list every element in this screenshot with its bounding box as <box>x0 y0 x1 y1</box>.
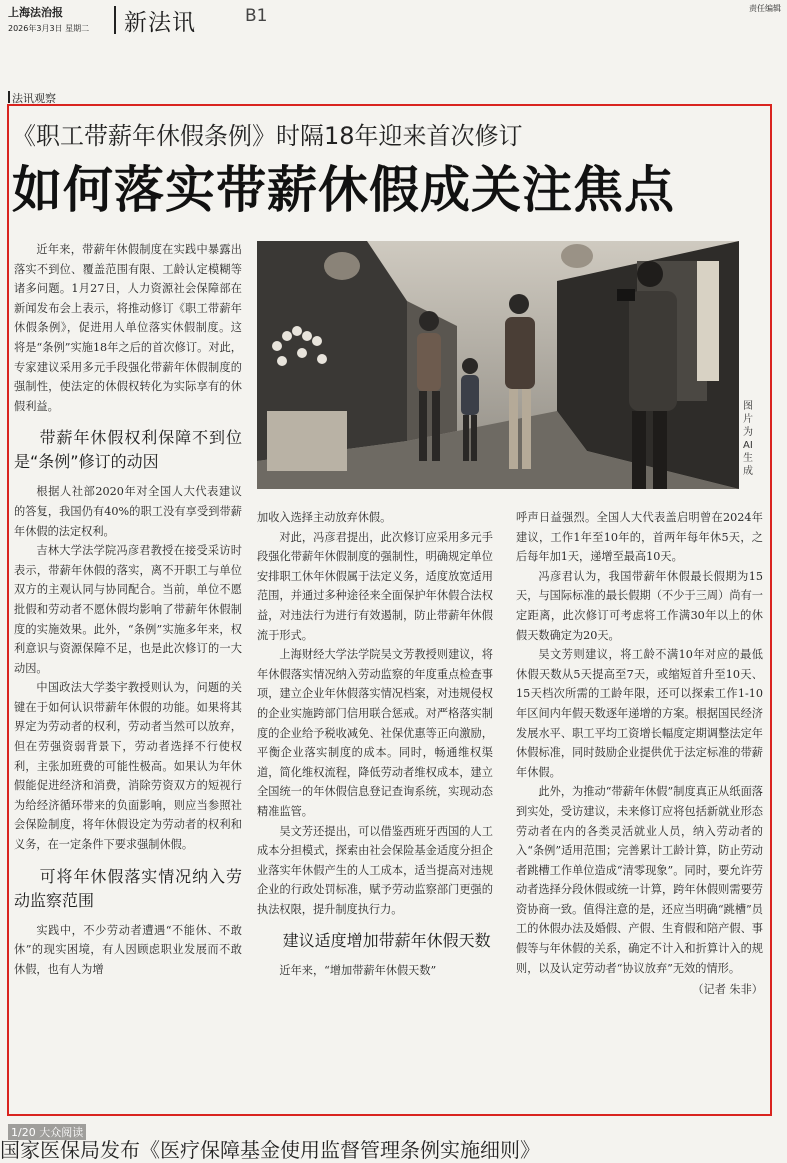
issue-date: 2026年3月3日 星期二 <box>8 24 90 33</box>
article-photo <box>257 241 739 489</box>
paragraph: 根据人社部2020年对全国人大代表建议的答复，我国仍有40%的职工没有享受到带薪年休假的法定权利。 <box>14 485 242 538</box>
paragraph: 此外，为推动“带薪年休假”制度真正从纸面落到实处，受访建议，未来修订应将包括新就业形态劳动者在内的各类灵活就业人员，纳入劳动者的入“条例”适用范围；完善累计工龄计算，防止劳动者跳槽工作单位造成“清零现象”。同时，要允许劳动者选择分段休假或统一计算，跨年休假则需要劳资协商一致。值得注意的是，还应当明确“跳槽”员工的休假办法及婚假、产假、生育假和陪产假、事假等与年休假的关系，确定不计入和折算计入的规则，以及认定劳动者“协议放弃”无效的情形。 <box>516 785 763 975</box>
article-column-3 <box>516 508 763 1000</box>
column-tag: 法讯观察 <box>12 92 56 105</box>
paragraph: 吴文芳还提出，可以借鉴西班牙西国的人工成本分担模式，探索由社会保险基金适度分担企业落实年休假产生的人工成本，适当提高对违规企业的行政处罚标准，赋予劳动监察部门更强的执法权限，提升制度执行力。 <box>257 824 493 916</box>
article-column-2 <box>257 508 493 981</box>
paragraph: 呼声日益强烈。全国人大代表盖启明曾在2024年建议，工作1年至10年的，首两年每年休5天，之后每年加1天，递增至最高10天。 <box>516 511 763 564</box>
page-number: B1 <box>245 6 268 26</box>
paragraph: 冯彦君认为，我国带薪年休假最长假期为15天，与国际标准的最长假期（不少于三周）尚有一定距离，此次修订可考虑将工作满30年以上的休假天数确定为20天。 <box>516 569 763 642</box>
subheading: 建议适度增加带薪年休假天数 <box>282 931 491 951</box>
paragraph: 中国政法大学娄宇教授则认为，问题的关键在于如何认识带薪年休假的功能。如果将其界定为劳动者的权利，劳动者当然可以放弃，但在劳强资弱背景下，劳动者选择不行使权利，主张加班费的可能性极高。如果认为年休假能促进经济和消费，消除劳资双方的短视行为给经济循环带来的负面影响，则应当参照社会保险制度，将年休假设定为劳动者的权利和义务，在一定条件下要求强制休假。 <box>14 681 242 852</box>
paragraph: 实践中，不少劳动者遭遇“不能休、不敢休”的现实困境，有人因顾虑职业发展而不敢休假，也有人为增 <box>14 923 242 976</box>
article-kicker: 《职工带薪年休假条例》时隔18年迎来首次修订 <box>12 122 523 150</box>
byline: （记者 朱非） <box>692 983 763 997</box>
paragraph: 上海财经大学法学院吴文芳教授则建议，将年休假落实情况纳入劳动监察的年度重点检查事项，建立企业年休假落实情况档案，对违规侵权的企业实施跨部门信用联合惩戒。对严格落实制度的企业给予税收减免、社保优惠等正向激励，平衡企业落实制度的成本。同时，畅通维权渠道，简化维权流程，降低劳动者维权成本，建立全国统一的年休假信息登记查询系统，实现动态精准监管。 <box>257 648 493 818</box>
masthead-divider <box>114 6 116 34</box>
subheading: 带薪年休假权利保障不到位是“条例”修订的动因 <box>14 428 242 472</box>
watermark: 1/20 大众阅读 <box>8 1124 86 1140</box>
paragraph: 加收入选择主动放弃休假。 <box>257 511 392 524</box>
editor-label: 责任编辑 <box>749 4 781 13</box>
section-name: 新法讯 <box>124 10 196 36</box>
paragraph: 吉林大学法学院冯彦君教授在接受采访时表示，带薪年休假的落实，离不开职工与单位双方的主观认同与协同配合。当前，单位不愿批假和劳动者不愿休假均影响了带薪年休假制度的实施效果。此外，“条例”实施多年来，权利意识与资源保障不足，也是此次修订的一大动因。 <box>14 544 242 675</box>
paper-logo: 上海法治报 <box>8 6 63 19</box>
article-column-1 <box>14 240 242 979</box>
next-article-headline: 国家医保局发布《医疗保障基金使用监督管理条例实施细则》 <box>0 1138 540 1162</box>
paragraph: 吴文芳则建议，将工龄不满10年对应的最低休假天数从5天提高至7天，或缩短首升至10天、15天档次所需的工龄年限，还可以探索工作1-10年区间内年假天数逐年递增的方案。根据国民经济发展水平、职工平均工资增长幅度定期调整法定年休假标准，同时鼓励企业提供优于法定标准的带薪年休假。 <box>516 648 763 779</box>
family-street-illustration <box>257 241 739 489</box>
paragraph: 近年来，带薪年休假制度在实践中暴露出落实不到位、覆盖范围有限、工龄认定模糊等诸多问题。1月27日，人力资源社会保障部在新闻发布会上表示，将推动修订《职工带薪年休假条例》，促进用人单位落实休假制度。这将是“条例”实施18年之后的首次修订。对此，专家建议采用多元手段强化带薪年休假制度的强制性，使法定的休假权转化为实际享有的休假利益。 <box>14 243 242 413</box>
paragraph: 对此，冯彦君提出，此次修订应采用多元手段强化带薪年休假制度的强制性，明确规定单位安排职工休年休假属于法定义务，适度放宽适用范围，并通过多种途径来全面保护年休假合法权益，对违法行为进行有效遏制，防止带薪年休假流于形式。 <box>257 530 493 642</box>
paragraph: 近年来，“增加带薪年休假天数” <box>279 964 437 978</box>
article-headline: 如何落实带薪休假成关注焦点 <box>12 160 675 219</box>
photo-credit: 图片为AI生成 <box>743 401 753 477</box>
masthead <box>0 0 787 44</box>
subheading: 可将年休假落实情况纳入劳动监察范围 <box>14 866 242 910</box>
